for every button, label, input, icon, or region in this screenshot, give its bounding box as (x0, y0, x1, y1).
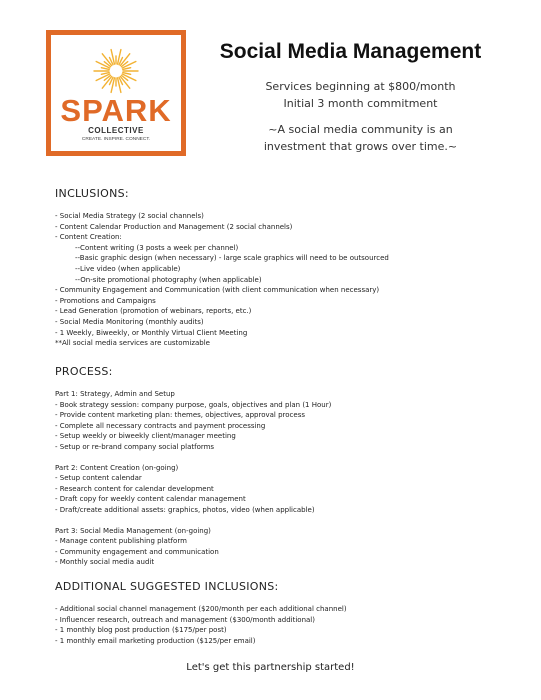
closing-line: Let's get this partnership started! (186, 662, 355, 673)
additional-item: - 1 monthly blog post production ($175/per post) (55, 626, 227, 635)
process-step: - Draft copy for weekly content calendar management (55, 495, 246, 504)
tagline (220, 121, 501, 155)
additional-heading: ADDITIONAL SUGGESTED INCLUSIONS: (55, 580, 279, 593)
inclusion-item: - Promotions and Campaigns (55, 296, 156, 305)
process-step: - Book strategy session: company purpose, goals, objectives and plan (1 Hour) (55, 400, 332, 409)
process-step: - Complete all necessary contracts and payment processing (55, 421, 266, 430)
spark-collective-logo (46, 30, 186, 156)
tagline-line: investment that grows over time.~ (263, 140, 458, 153)
inclusion-subitem: --Basic graphic design (when necessary) - large scale graphics will need to be outsourced (75, 254, 389, 263)
process-heading: PROCESS: (55, 365, 113, 378)
pricing-info (220, 78, 501, 112)
page-title: Social Media Management (219, 40, 482, 63)
tagline-line: ~A social media community is an (268, 123, 453, 136)
process-part (55, 389, 331, 453)
process-step: - Research content for calendar development (55, 484, 214, 493)
inclusion-subitem: --Live video (when applicable) (75, 264, 181, 273)
additional-list (55, 604, 347, 646)
process-step: - Community engagement and communication (55, 547, 219, 556)
pricing-line: Initial 3 month commitment (283, 97, 438, 110)
inclusion-item: - Social Media Strategy (2 social channels) (55, 212, 204, 220)
additional-item: - 1 monthly email marketing production ($125/per email) (55, 636, 256, 645)
process-step: - Setup weekly or biweekly client/manager meeting (55, 432, 236, 441)
inclusion-item: - Lead Generation (promotion of webinars, reports, etc.) (55, 307, 252, 316)
process-part-title: Part 1: Strategy, Admin and Setup (55, 390, 175, 398)
process-part (55, 526, 331, 568)
process-step: - Manage content publishing platform (55, 537, 187, 546)
pricing-line: Services beginning at $800/month (265, 80, 456, 93)
inclusions-heading: INCLUSIONS: (55, 187, 129, 200)
sunburst-ray (101, 73, 109, 75)
inclusion-subitem: --Content writing (3 posts a week per channel) (75, 243, 239, 252)
inclusion-item: - Content Creation: (55, 233, 122, 242)
process-step: - Provide content marketing plan: themes, objectives, approval process (55, 411, 305, 420)
logo-wordmark: SPARK (60, 93, 172, 128)
process-step: - Setup or re-brand company social platforms (55, 442, 215, 451)
inclusion-item: - Community Engagement and Communication (with client communication when necessary) (55, 286, 380, 295)
inclusion-item: - Social Media Monitoring (monthly audits) (55, 317, 204, 326)
sunburst-ray (101, 68, 109, 70)
inclusion-item: - 1 Weekly, Biweekly, or Monthly Virtual Client Meeting (55, 328, 248, 337)
sunburst-ray (123, 68, 131, 70)
inclusion-item: **All social media services are customizable (55, 339, 210, 348)
process-part-title: Part 2: Content Creation (on-going) (55, 463, 179, 472)
inclusion-item: - Content Calendar Production and Management (2 social channels) (55, 222, 293, 231)
logo-subtitle: COLLECTIVE (88, 126, 144, 135)
process-step: - Setup content calendar (55, 474, 142, 483)
process-step: - Draft/create additional assets: graphics, photos, video (when applicable) (55, 505, 315, 514)
process-part-title: Part 3: Social Media Management (on-going) (55, 526, 211, 535)
process-step: - Monthly social media audit (55, 558, 155, 567)
inclusions-list (55, 211, 389, 349)
sunburst-ray (123, 73, 131, 75)
inclusion-subitem: --On-site promotional photography (when applicable) (75, 275, 262, 284)
logo-tagline: CREATE. INSPIRE. CONNECT. (81, 137, 151, 142)
process-part (55, 463, 331, 516)
additional-item: - Influencer research, outreach and management ($300/month additional) (55, 615, 315, 624)
process-parts (55, 389, 331, 568)
additional-item: - Additional social channel management ($200/month per each additional channel) (55, 605, 347, 613)
